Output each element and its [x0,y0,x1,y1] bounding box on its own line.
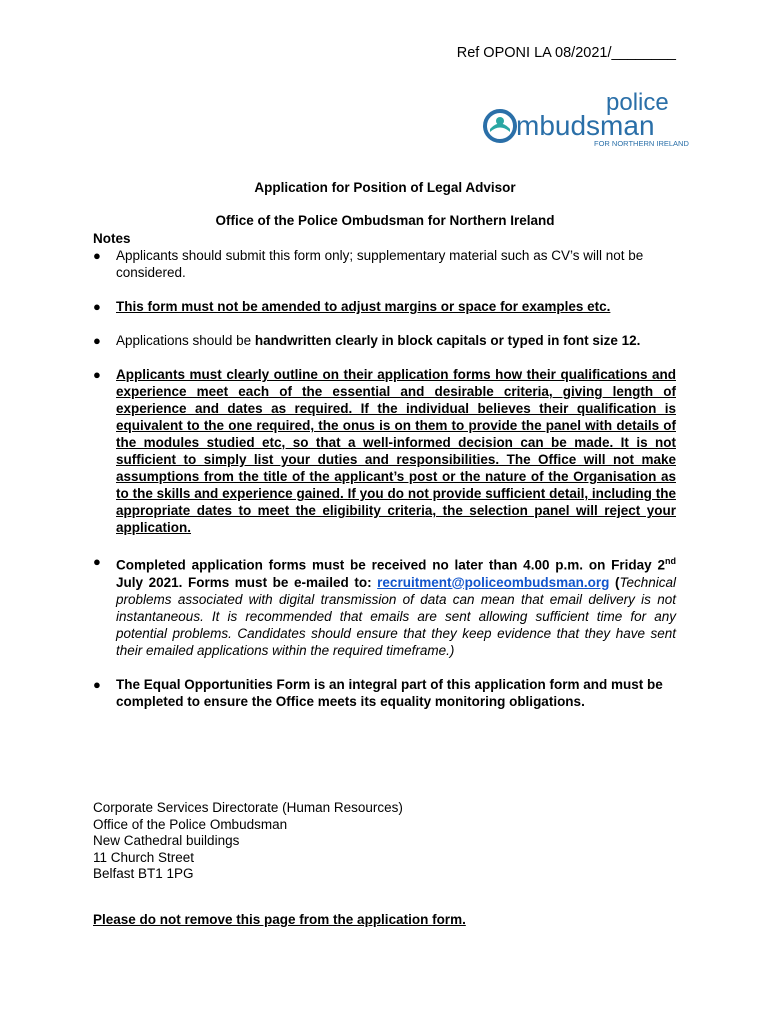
document-title: Application for Position of Legal Advisor [254,180,516,195]
note-handwritten-bold: handwritten clearly in block capitals or typed in font size 12. [254,333,641,348]
address-line: 11 Church Street [93,849,195,865]
note-margins-text: This form must not be amended to adjust margins or space for examples etc. [116,299,611,314]
police-ombudsman-logo [482,88,689,148]
list-item [93,332,676,349]
document-subtitle: Office of the Police Ombudsman for Northern Ireland [215,213,555,228]
bullet-icon: ● [93,248,101,263]
note-equality-text: The Equal Opportunities Form is an integral part of this application form and must be completed to ensure the Office meets its equality monitoring obligations. [116,676,663,709]
notes-heading: Notes [93,231,131,246]
bullet-icon: ● [93,367,101,382]
note-paren: ( [609,574,620,590]
list-item [93,247,676,281]
email-link[interactable]: recruitment@policeombudsman.org [377,574,610,590]
address-block [93,800,403,883]
note-deadline-sup: nd [665,556,676,566]
logo-text-ombudsman: mbudsman [516,110,655,141]
list-item [93,298,676,315]
list-item [93,366,676,536]
logo-o-dot [496,117,504,125]
bullet-icon: ● [93,676,101,692]
note-handwritten-prefix: Applications should be [116,333,255,348]
logo-text-police: police [606,89,669,116]
notes-list [93,247,676,710]
footer-note: Please do not remove this page from the application form. [93,912,466,927]
address-line: New Cathedral buildings [93,833,240,848]
logo-subtitle: FOR NORTHERN IRELAND [594,139,689,148]
address-line: Office of the Police Ombudsman [93,816,288,832]
note-deadline-text: Completed application forms must be received no later than 4.00 p.m. on Friday 2 [116,557,665,573]
bullet-icon: ● [93,333,101,348]
list-item [93,676,676,710]
address-line: Corporate Services Directorate (Human Resources) [93,800,403,815]
bullet-icon: ● [93,299,101,314]
note-technical-text: Technical problems associated with digital transmission of data can mean that email delivery is not instantaneous. It is recommended that emails are sent allowing sufficient time for any potential problems. Candidates should ensure that they keep evidence that they have sent their emailed applications within the required timeframe.) [116,574,677,658]
note-criteria-text: Applicants must clearly outline on their application forms how their qualifications and experience meet each of the essential and desirable criteria, giving length of experience and dates as required. If the individual believes their qualification is equivalent to the one required, the onus is on them to provide the panel with details of the modules studied etc, so that a well-informed decision can be made. It is not sufficient to simply list your duties and responsibilities. The Office will not make assumptions from the title of the applicant’s post or the nature of the Organisation as to the skills and experience gained. If you do not provide sufficient detail, including the appropriate dates to meet the eligibility criteria, the selection panel will reject your application. [116,367,676,535]
reference-number: Ref OPONI LA 08/2021/________ [456,45,676,61]
list-item [93,553,676,659]
note-deadline-text-2: July 2021. Forms must be e-mailed to: [116,574,378,590]
note-cv-text: Applicants should submit this form only; supplementary material such as CV’s will not be considered. [116,248,644,280]
bullet-icon: ● [93,554,101,569]
address-line: Belfast BT1 1PG [93,866,194,881]
